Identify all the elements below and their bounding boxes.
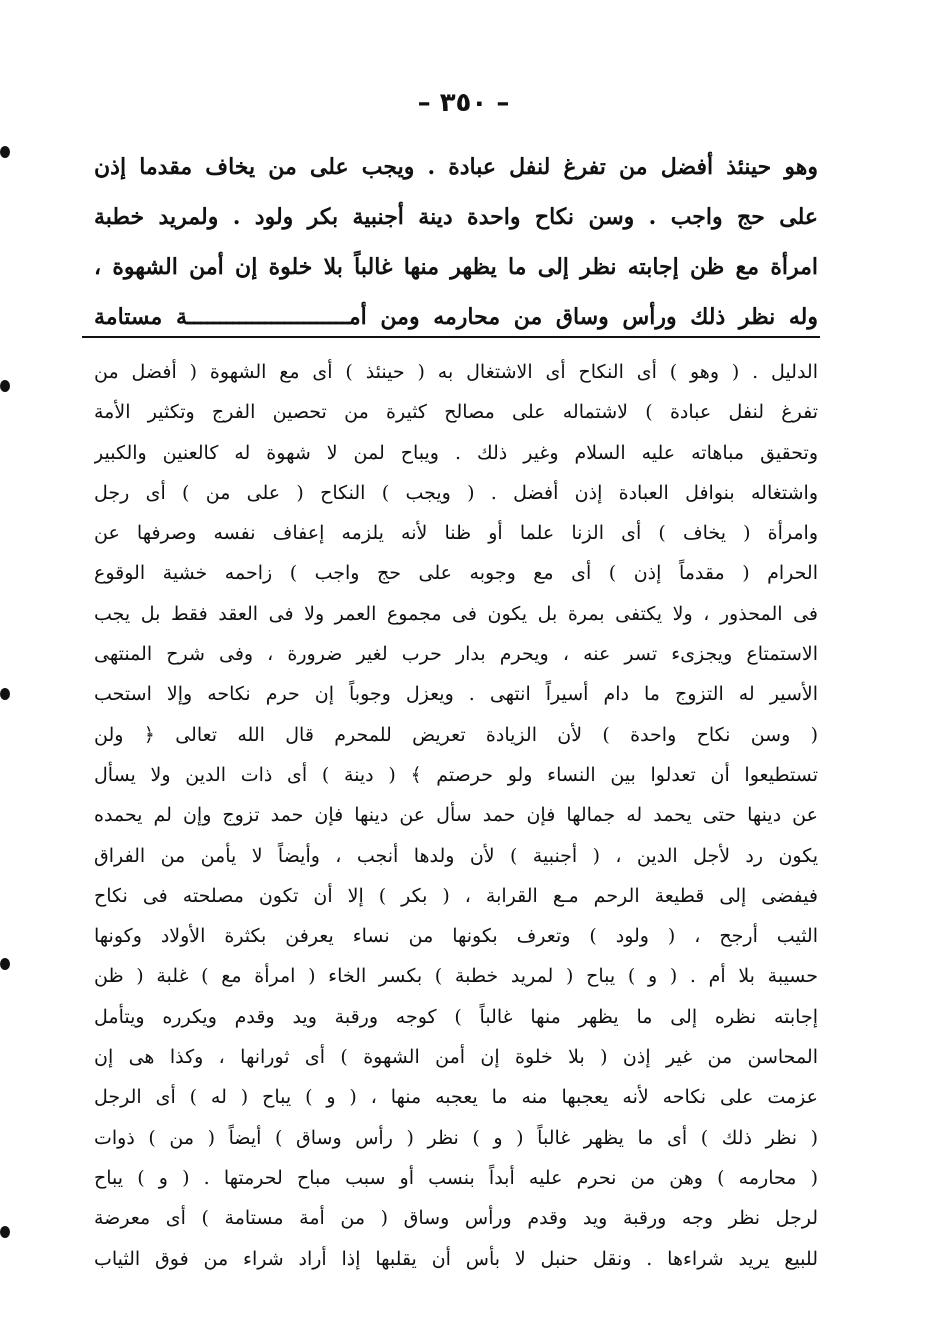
punch-hole-mark xyxy=(0,688,10,700)
commentary-text xyxy=(94,352,818,1279)
sharh-line: فيفضى إلى قطيعة الرحم مـع القرابة ، ( بكر ) إلا أن تكون مصلحته فى نكاح xyxy=(94,884,818,907)
sharh-line: وامرأة ( يخاف ) أى الزنا علما أو ظنا لأنه يلزمه إعفاف نفسه وصرفها عن xyxy=(94,522,818,545)
sharh-line: الدليل . ( وهو ) أى النكاح أى الاشتغال به ( حينئذ ) أى مع الشهوة ( أفضل من xyxy=(94,361,818,383)
sharh-line: تستطيعوا أن تعدلوا بين النساء ولو حرصتم ﴾ ( دينة ) أى ذات الدين ولا يسأل xyxy=(94,763,818,786)
sharh-line: وتحقيق مباهاته عليه السلام وغير ذلك . ويباح لمن لا شهوة له كالعنين والكبير xyxy=(94,441,818,464)
sharh-line: ( محارمه ) وهن من نحرم عليه أبداً بنسب أو سبب مباح لحرمتها . ( و ) يباح xyxy=(94,1166,818,1189)
matn-line: وهو حينئذ أفضل من تفرغ لنفل عبادة . ويجب على من يخاف مقدما إذن xyxy=(94,154,818,180)
sharh-line: تفرغ لنفل عبادة ) لاشتماله على مصالح كثيرة من تحصين الفرج وتكثير الأمة xyxy=(94,401,818,424)
sharh-line: المحاسن من غير إذن ( بلا خلوة إن أمن الشهوة ) أى ثورانها ، وكذا هى إن xyxy=(94,1046,818,1069)
matn-line: على حج واجب . وسن نكاح واحدة دينة أجنبية بكر ولود . ولمريد خطبة xyxy=(94,204,818,230)
sharh-line: عن دينها حتى يحمد له جمالها فإن حمد سأل عن دينها فإن حمد تزوج وإن لم يحمده xyxy=(94,804,818,827)
punch-hole-mark xyxy=(0,146,10,158)
sharh-line: الحرام ( مقدماً إذن ) أى مع وجوبه على حج واجب ) زاحمه خشية الوقوع xyxy=(94,562,818,585)
sharh-line: ( وسن نكاح واحدة ) لأن الزيادة تعريض للمحرم قال الله تعالى ﴿ ولن xyxy=(94,723,818,746)
sharh-line: حسيبة بلا أم . ( و ) يباح ( لمريد خطبة ) بكسر الخاء ( امرأة مع ) غلبة ( ظن xyxy=(94,965,818,988)
punch-hole-mark xyxy=(0,1226,10,1238)
punch-hole-mark xyxy=(0,958,10,970)
sharh-line: ( نظر ذلك ) أى ما يظهر غالباً ( و ) نظر ( رأس وساق ) أيضاً ( من ) ذوات xyxy=(94,1126,818,1149)
sharh-line: إجابته نظره إلى ما يظهر منها غالباً ) كوجه ورقبة ويد وقدم ويكرره ويتأمل xyxy=(94,1005,818,1028)
sharh-line: الأسير له التزوج ما دام أسيراً انتهى . ويعزل وجوباً إن حرم نكاحه وإلا استحب xyxy=(94,683,818,706)
sharh-line: فى المحذور ، ولا يكتفى بمرة بل يكون فى مجموع العمر ولا فى العقد فقط بل يجب xyxy=(94,602,818,625)
sharh-line: الثيب أرجح ، ( ولود ) وتعرف بكونها من نساء يعرفن بكثرة الأولاد وكونها xyxy=(94,925,818,948)
sharh-line: واشتغاله بنوافل العبادة إذن أفضل . ( ويجب ) النكاح ( على من ) أى رجل xyxy=(94,481,818,504)
sharh-line: لرجل نظر وجه ورقبة ويد وقدم ورأس وساق ( من أمة مستامة ) أى معرضة xyxy=(94,1207,818,1230)
matn-line: وله نظر ذلك ورأس وساق من محارمه ومن أمـــــــــــــــــــــــــة مستامة xyxy=(94,304,818,330)
section-divider xyxy=(82,336,820,338)
sharh-line: يكون رد لأجل الدين ، ( أجنبية ) لأن ولدها أنجب ، وأيضاً لا يأمن من الفراق xyxy=(94,844,818,867)
sharh-line: عزمت على نكاحه لأنه يعجبها منه ما يعجبه منها ، ( و ) يباح ( له ) أى الرجل xyxy=(94,1086,818,1109)
matn-line: امرأة مع ظن إجابته نظر إلى ما يظهر منها غالباً بلا خلوة إن أمن الشهوة ، xyxy=(94,254,818,280)
page-number: – ٣٥٠ – xyxy=(417,88,510,118)
sharh-line: للبيع يريد شراءها . ونقل حنبل لا بأس أن يقلبها إذا أراد شراء من فوق الثياب xyxy=(94,1247,818,1270)
sharh-line: الاستمتاع ويجزىء تسر عنه ، ويحرم بدار حرب لغير ضرورة ، وفى شرح المنتهى xyxy=(94,643,818,666)
main-text xyxy=(94,142,818,342)
punch-hole-mark xyxy=(0,380,10,392)
